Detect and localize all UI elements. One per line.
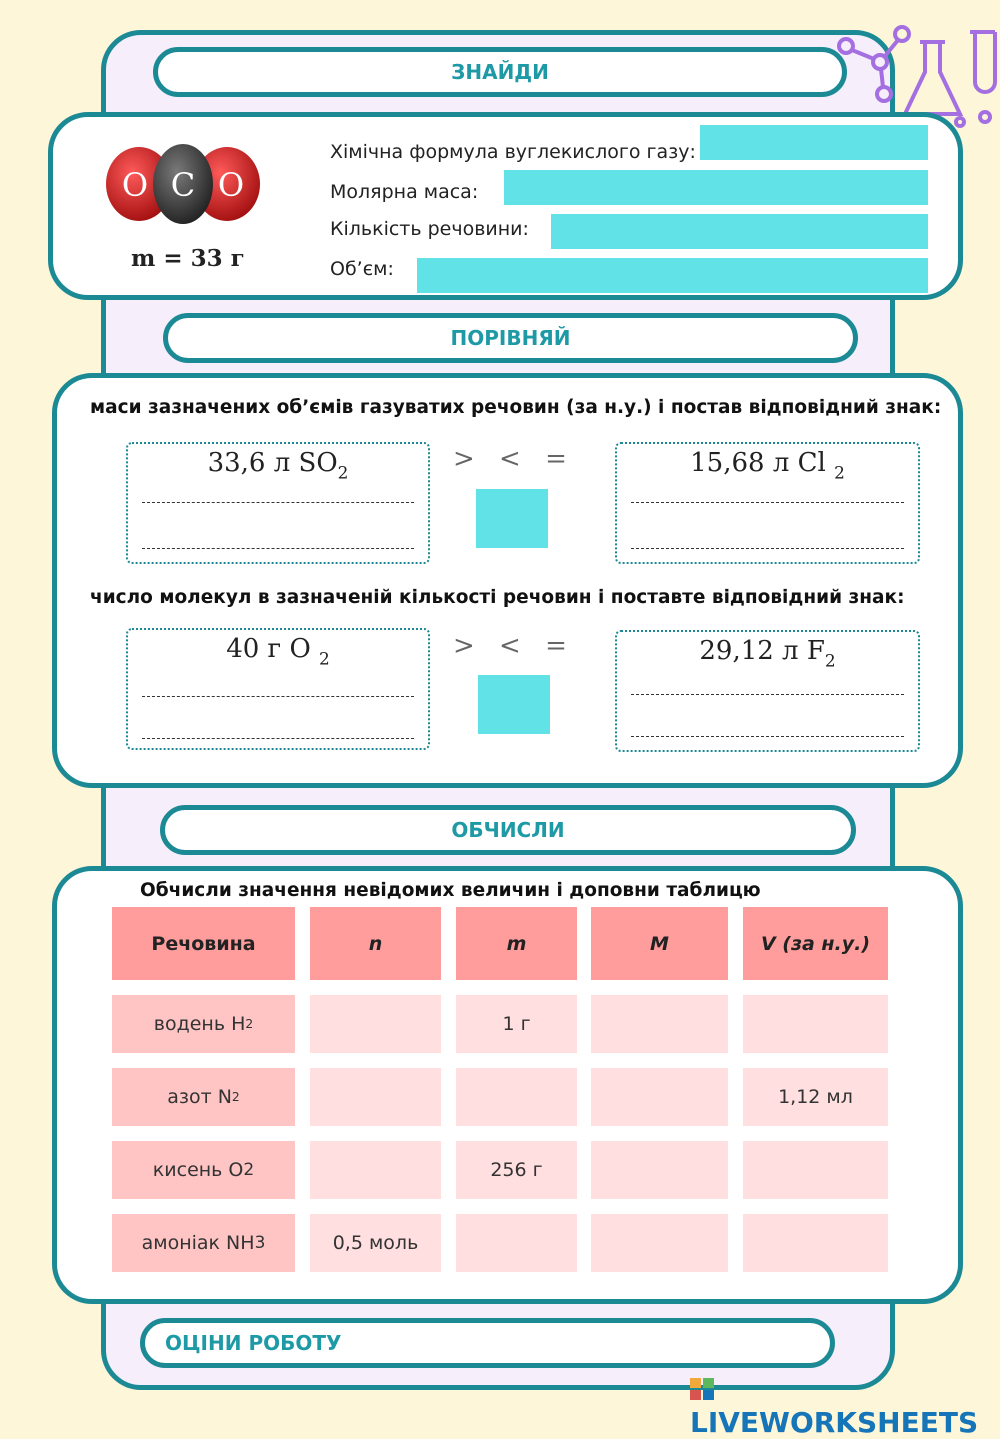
answer-line[interactable] <box>631 736 904 737</box>
formula-text: 15,68 л Cl <box>690 448 835 478</box>
formula-label: Хімічна формула вуглекислого газу: <box>330 141 696 163</box>
liveworksheets-logo <box>690 1373 1000 1439</box>
answer-line[interactable] <box>631 694 904 695</box>
table-cell-molar-mass[interactable] <box>591 1068 728 1126</box>
sign-options: > < = <box>453 444 575 474</box>
answer-line[interactable] <box>142 548 414 549</box>
substance-name: водень H <box>153 1013 246 1035</box>
formula-subscript: 2 <box>824 650 836 671</box>
substance-subscript: 2 <box>243 1160 255 1180</box>
compare-box-so2 <box>126 442 430 564</box>
compare-prompt-mass: маси зазначених об’ємів газуватих речовин (за н.у.) і постав відповідний знак: <box>90 397 942 418</box>
table-row-substance <box>112 1214 295 1272</box>
section-title-compare: ПОРІВНЯЙ <box>163 313 858 363</box>
formula-subscript: 2 <box>834 462 845 483</box>
table-cell-volume[interactable]: 1,12 мл <box>743 1068 888 1126</box>
table-header-m: m <box>456 907 577 980</box>
formula-subscript: 2 <box>319 648 330 669</box>
volume-label: Об’єм: <box>330 258 394 280</box>
table-cell-molar-mass[interactable] <box>591 1141 728 1199</box>
table-cell-volume[interactable] <box>743 995 888 1053</box>
table-cell-n[interactable]: 0,5 моль <box>310 1214 441 1272</box>
table-cell-m[interactable] <box>456 1214 577 1272</box>
section-title-find: ЗНАЙДИ <box>153 47 847 97</box>
formula-answer-field[interactable] <box>700 125 928 160</box>
table-cell-n[interactable] <box>310 995 441 1053</box>
table-cell-volume[interactable] <box>743 1214 888 1272</box>
substance-subscript: 2 <box>245 1017 254 1031</box>
sign-options: > < = <box>453 631 575 661</box>
table-header-volume: V (за н.у.) <box>743 907 888 980</box>
formula-text: 29,12 л F <box>699 636 825 666</box>
compare-panel <box>52 373 963 788</box>
substance-name: кисень O <box>152 1159 244 1181</box>
table-row-substance <box>112 1068 295 1126</box>
compare-prompt-molecules: число молекул в зазначеній кількості речовин і поставте відповідний знак: <box>90 587 905 608</box>
substance-subscript: 2 <box>231 1090 240 1104</box>
table-cell-m[interactable]: 1 г <box>456 995 577 1053</box>
answer-line[interactable] <box>142 502 414 503</box>
answer-line[interactable] <box>631 548 904 549</box>
formula-text: 33,6 л SO <box>207 448 338 478</box>
compare-box-o2 <box>126 628 430 750</box>
molar-mass-answer-field[interactable] <box>504 170 928 205</box>
compare-box-f2 <box>615 630 920 752</box>
volume-answer-field[interactable] <box>417 258 928 293</box>
find-panel <box>48 112 963 300</box>
table-row-substance <box>112 995 295 1053</box>
brand-name: LIVEWORKSHEETS <box>690 1406 979 1439</box>
substance-subscript: 3 <box>254 1233 266 1253</box>
table-header-substance: Речовина <box>112 907 295 980</box>
table-cell-molar-mass[interactable] <box>591 995 728 1053</box>
compare-box-cl2 <box>615 442 920 564</box>
table-cell-n[interactable] <box>310 1068 441 1126</box>
table-cell-n[interactable] <box>310 1141 441 1199</box>
atom-label: O <box>217 166 245 204</box>
table-cell-m[interactable] <box>456 1068 577 1126</box>
table-cell-volume[interactable] <box>743 1141 888 1199</box>
liveworksheets-icon <box>690 1378 716 1402</box>
formula-text: 40 г O <box>226 634 320 664</box>
sign-answer-field[interactable] <box>476 489 548 548</box>
table-instruction: Обчисли значення невідомих величин і доповни таблицю <box>140 880 761 901</box>
mass-label: m = 33 г <box>131 245 245 272</box>
atom-label: C <box>170 166 196 204</box>
formula-subscript: 2 <box>337 462 349 483</box>
answer-line[interactable] <box>142 738 414 739</box>
table-header-n: n <box>310 907 441 980</box>
amount-answer-field[interactable] <box>551 214 928 249</box>
table-row-substance <box>112 1141 295 1199</box>
substance-name: амоніак NH <box>141 1232 255 1254</box>
atom-label: O <box>121 166 149 204</box>
substance-name: азот N <box>167 1086 232 1108</box>
section-title-evaluate: ОЦІНИ РОБОТУ <box>140 1318 835 1368</box>
molar-mass-label: Молярна маса: <box>330 181 479 203</box>
amount-label: Кількість речовини: <box>330 218 529 240</box>
table-cell-m[interactable]: 256 г <box>456 1141 577 1199</box>
sign-answer-field[interactable] <box>478 675 550 734</box>
section-title-calculate: ОБЧИСЛИ <box>160 805 856 855</box>
table-cell-molar-mass[interactable] <box>591 1214 728 1272</box>
co2-molecule-icon <box>103 139 263 225</box>
table-header-molar-mass: M <box>591 907 728 980</box>
answer-line[interactable] <box>142 696 414 697</box>
answer-line[interactable] <box>631 502 904 503</box>
